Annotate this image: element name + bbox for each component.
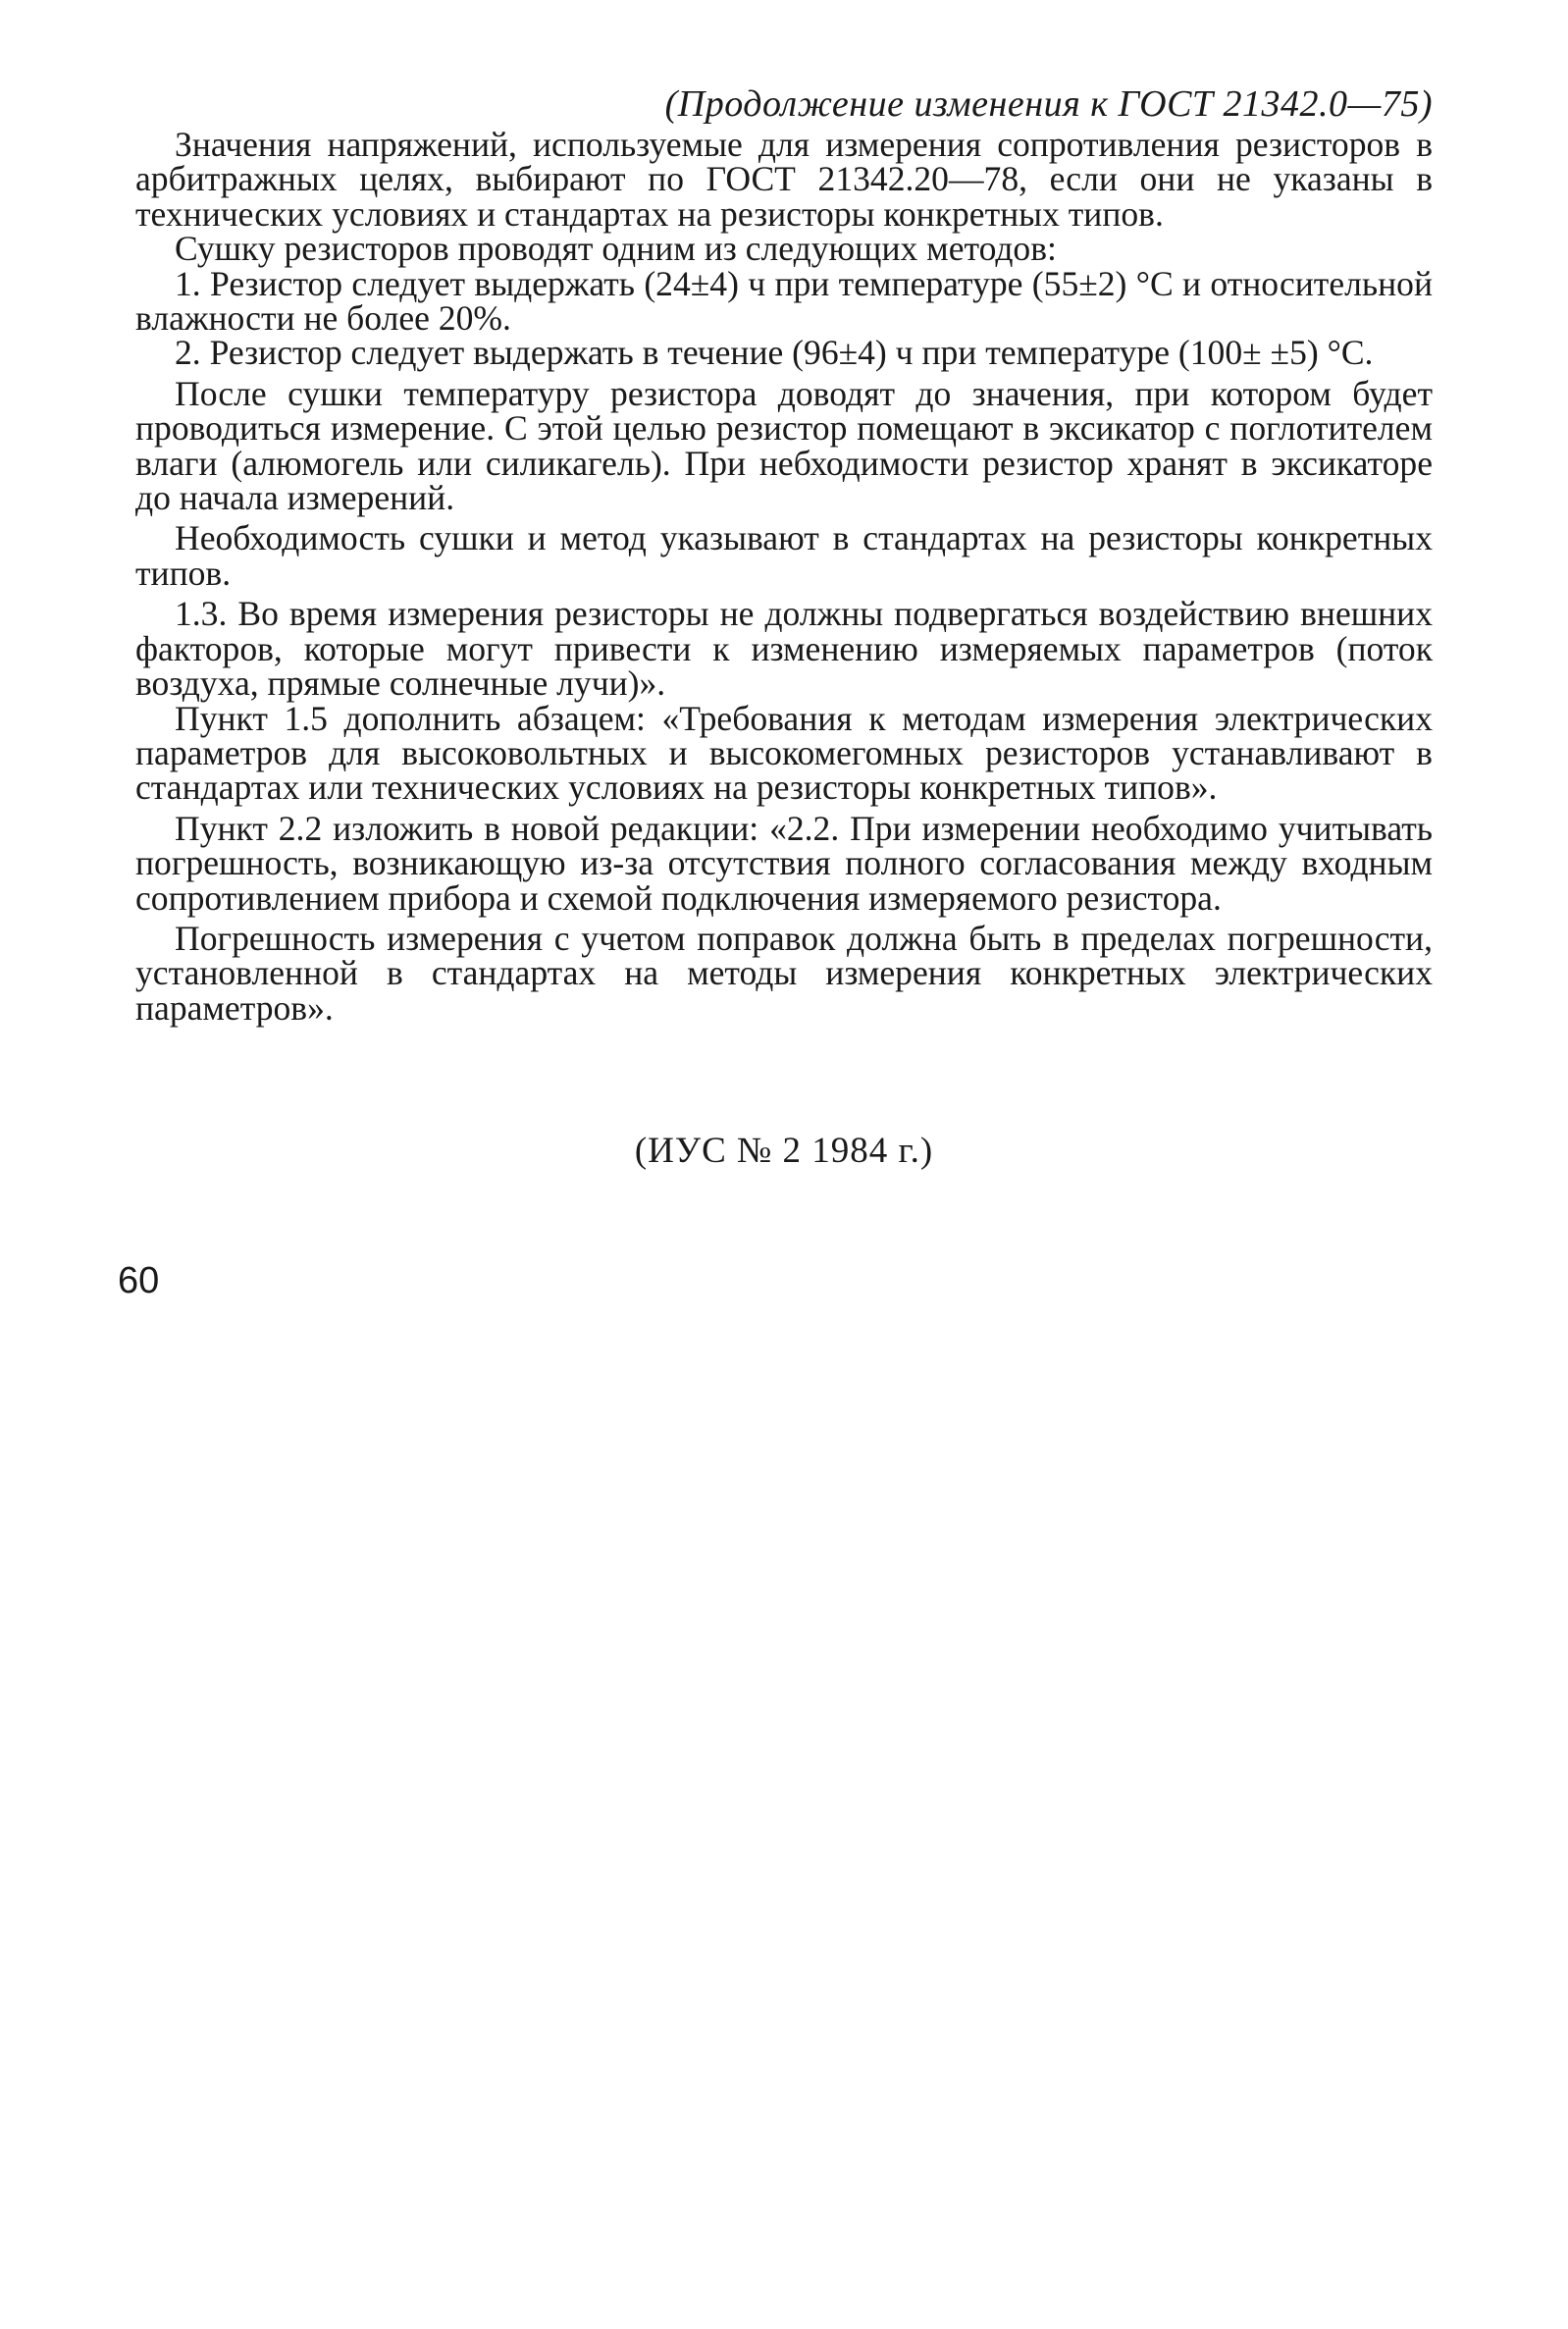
paragraph-clause-2-2: Пункт 2.2 изложить в новой редакции: «2.2. При измерении необходимо учитывать погрешность, возникающую из-за отсутствия полного согласования между входным сопротивлением прибора и схемой подключения измеряемого резистора.: [135, 808, 1433, 918]
paragraph-clause-1-3: 1.3. Во время измерения резисторы не должны подвергаться воздействию внешних факторов, которые могут привести к изменению измеряемых параметров (поток воздуха, прямые солнечные лучи)».: [135, 594, 1433, 704]
page-number: 60: [118, 1260, 160, 1301]
paragraph-drying-methods: Сушку резисторов проводят одним из следующих методов:: [175, 229, 1057, 269]
document-body: [135, 125, 1433, 1028]
paragraph-after-drying: После сушки температуру резистора доводят до значения, при котором будет проводиться измерение. С этой целью резистор помещают в эксикатор с поглотителем влаги (алюмогель или силикагель). При небходимости резистор хранят в эксикаторе до начала измерений.: [135, 373, 1433, 518]
paragraph-method-2: 2. Резистор следует выдержать в течение (96±4) ч при температуре (100± ±5) °С.: [175, 333, 1374, 373]
paragraph-voltage-values: Значения напряжений, используемые для измерения сопротивления резисторов в арбитражных целях, выбирают по ГОСТ 21342.20—78, если они не указаны в технических условиях и стандартах на резисторы конкретных типов.: [135, 125, 1433, 234]
paragraph-measurement-error: Погрешность измерения с учетом поправок должна быть в пределах погрешности, установленной в стандартах на методы измерения конкретных электрических параметров».: [135, 918, 1433, 1028]
paragraph-drying-necessity: Необходимость сушки и метод указывают в стандартах на резисторы конкретных типов.: [135, 518, 1433, 593]
page-header: (Продолжение изменения к ГОСТ 21342.0—75): [664, 83, 1433, 125]
paragraph-clause-1-5: Пункт 1.5 дополнить абзацем: «Требования к методам измерения электрических параметров для высоковольтных и высокомегомных резисторов устанавливают в стандартах или технических условиях на резисторы конкретных типов».: [135, 698, 1433, 808]
ius-reference: (ИУС № 2 1984 г.): [634, 1131, 934, 1171]
paragraph-method-1: 1. Резистор следует выдержать (24±4) ч при температуре (55±2) °С и относительной влажности не более 20%.: [135, 263, 1433, 339]
